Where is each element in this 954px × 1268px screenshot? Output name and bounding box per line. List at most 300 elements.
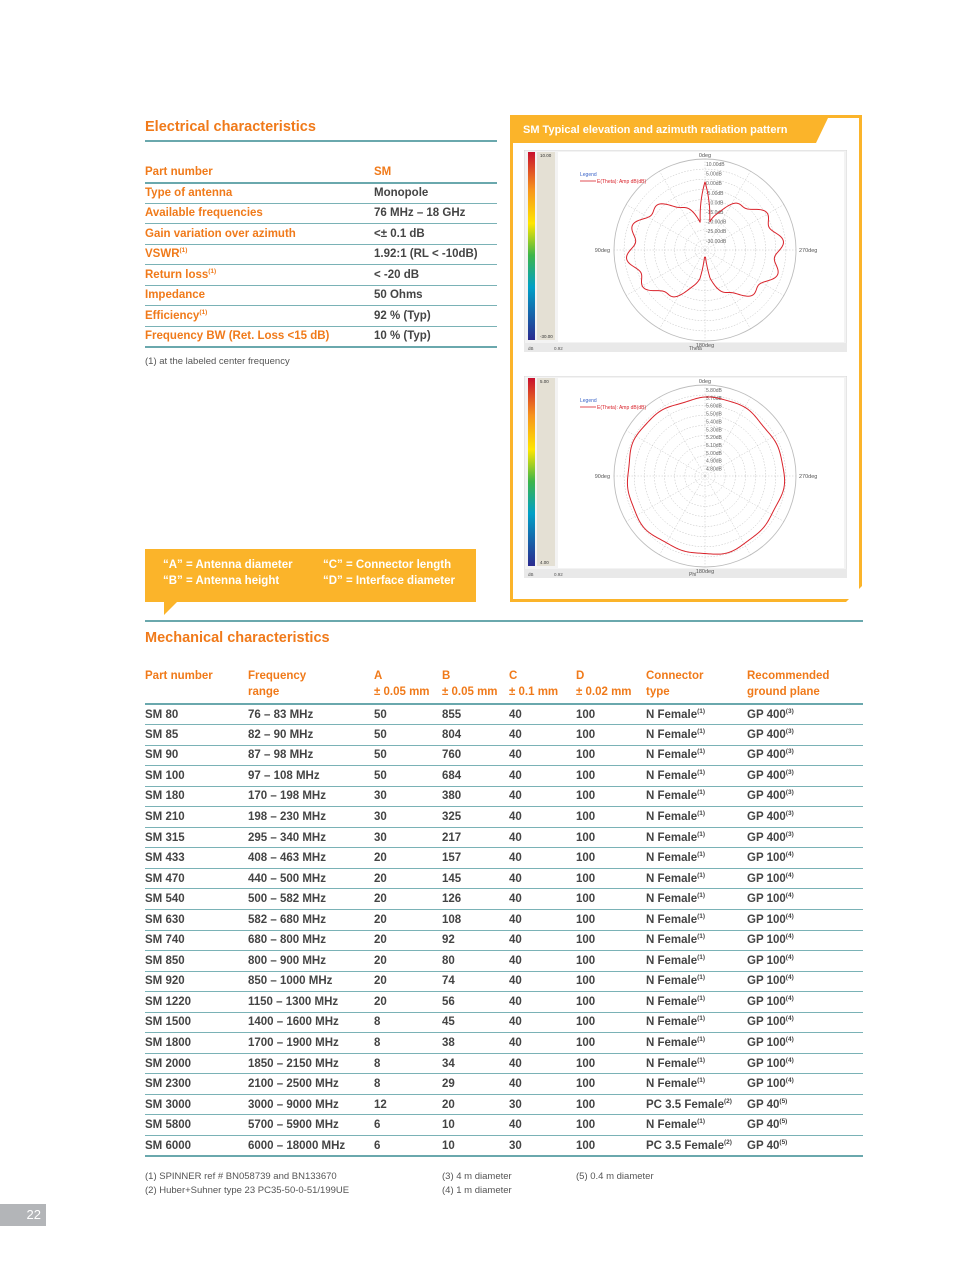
footnote-ref: (1) [697, 974, 706, 982]
color-scale-bar [528, 152, 535, 340]
footnote-ref: (3) [785, 707, 794, 715]
table-cell: 6 [374, 1115, 442, 1136]
table-cell: 100 [576, 1012, 646, 1033]
table-cell: 20 [374, 971, 442, 992]
footnote-ref: (5) [779, 1138, 788, 1146]
mechanical-characteristics [145, 620, 863, 1157]
table-cell: 2100 – 2500 MHz [248, 1074, 374, 1095]
table-cell: 20 [442, 1094, 509, 1115]
cell-text: GP 100 [747, 852, 786, 865]
footnote-ref: (4) [785, 933, 794, 941]
table-row [145, 1033, 863, 1054]
electrical-key-text: Frequency BW (Ret. Loss <15 dB) [145, 330, 330, 342]
table-cell: 100 [576, 848, 646, 869]
ring-label: 4.80dB [706, 466, 722, 473]
column-header-line2: ground plane [747, 686, 820, 698]
cell-text: GP 100 [747, 934, 786, 947]
electrical-row [145, 224, 497, 245]
header-value: SM [374, 162, 497, 183]
table-cell: SM 2300 [145, 1074, 248, 1095]
electrical-row [145, 306, 497, 327]
table-cell [646, 971, 747, 992]
electrical-key-text: Type of antenna [145, 187, 233, 199]
legend-a: “A” = Antenna diameter [163, 559, 293, 571]
table-cell: 8 [374, 1053, 442, 1074]
electrical-key-text: Return loss [145, 268, 209, 281]
footnote-ref: (1) [697, 912, 706, 920]
angle-label-right: 270deg [799, 474, 818, 480]
footnote-ref: (1) [697, 789, 706, 797]
table-cell [646, 1012, 747, 1033]
cell-text: GP 100 [747, 975, 786, 988]
cell-text: GP 100 [747, 913, 786, 926]
electrical-row [145, 285, 497, 306]
cell-text: N Female [646, 1078, 698, 1091]
table-cell [747, 786, 863, 807]
table-cell: 12 [374, 1094, 442, 1115]
ring-label: 5.70dB [706, 395, 722, 402]
table-cell: 20 [374, 951, 442, 972]
table-cell: 50 [374, 745, 442, 766]
cell-text: N Female [646, 995, 698, 1008]
table-cell: 40 [509, 1074, 576, 1095]
table-cell: 760 [442, 745, 509, 766]
cell-text: GP 400 [747, 769, 786, 782]
table-cell [747, 1115, 863, 1136]
table-cell: 40 [509, 745, 576, 766]
angle-label-right: 270deg [799, 248, 818, 254]
pattern-title: SM Typical elevation and azimuth radiation pattern [513, 118, 816, 143]
table-cell: 30 [374, 807, 442, 828]
footnotes-col-1 [145, 1170, 349, 1198]
electrical-table [145, 162, 497, 348]
footnote-ref: (5) [779, 1118, 788, 1126]
table-cell: 100 [576, 1135, 646, 1156]
table-cell [747, 951, 863, 972]
table-cell: 440 – 500 MHz [248, 868, 374, 889]
table-cell: 100 [576, 889, 646, 910]
electrical-header-row [145, 162, 497, 183]
table-cell: SM 180 [145, 786, 248, 807]
footnote-ref: (1) [697, 748, 706, 756]
table-cell [646, 848, 747, 869]
cell-text: GP 40 [747, 1119, 780, 1132]
cell-text: N Female [646, 852, 698, 865]
table-row [145, 1074, 863, 1095]
footnote-3: (3) 4 m diameter [442, 1171, 512, 1182]
angle-label-left: 90deg [594, 474, 610, 480]
table-cell: 20 [374, 889, 442, 910]
footnote-ref: (4) [785, 954, 794, 961]
electrical-key [145, 244, 374, 265]
table-cell [646, 992, 747, 1013]
table-cell [747, 889, 863, 910]
footnote-ref: (1) [199, 308, 208, 316]
table-cell: 30 [509, 1094, 576, 1115]
footer-value: 0.92 [554, 572, 563, 577]
angle-label-bottom: 180deg [695, 343, 715, 349]
table-row [145, 1094, 863, 1115]
column-header-line2: type [646, 686, 670, 698]
table-cell: SM 90 [145, 745, 248, 766]
column-header [747, 668, 863, 704]
table-row [145, 848, 863, 869]
color-scale-panel [537, 378, 555, 566]
table-cell: SM 100 [145, 766, 248, 787]
table-row [145, 807, 863, 828]
table-cell [646, 951, 747, 972]
table-row [145, 1135, 863, 1156]
footer-value: 0.92 [554, 346, 563, 351]
footnotes-col-2 [442, 1170, 512, 1198]
table-cell: 20 [374, 868, 442, 889]
electrical-key-text: Gain variation over azimuth [145, 227, 296, 240]
electrical-value: 76 MHz – 18 GHz [374, 203, 497, 224]
table-cell: 40 [509, 1053, 576, 1074]
ring-label: -20.00dB [706, 219, 727, 226]
table-cell: 680 – 800 MHz [248, 930, 374, 951]
cell-text: N Female [646, 811, 698, 823]
cell-text: N Female [646, 913, 698, 926]
footnote-ref: (2) [723, 1097, 732, 1105]
table-cell [747, 1074, 863, 1095]
cell-text: PC 3.5 Female [646, 1098, 724, 1111]
table-cell [646, 807, 747, 828]
table-cell [646, 766, 747, 787]
table-cell: 100 [576, 704, 646, 725]
table-cell: 100 [576, 909, 646, 930]
mechanical-title: Mechanical characteristics [145, 620, 863, 648]
table-cell [646, 1033, 747, 1054]
color-scale-bar [528, 378, 535, 566]
table-cell: SM 2000 [145, 1053, 248, 1074]
footnote-ref: (3) [785, 830, 794, 838]
table-cell: 56 [442, 992, 509, 1013]
cell-text: GP 400 [747, 811, 786, 823]
ring-label: -25.00dB [706, 229, 727, 236]
section-rule [145, 140, 497, 142]
table-cell: 100 [576, 745, 646, 766]
column-header-line1: Recommended [747, 670, 830, 682]
angle-label-top: 0deg [698, 379, 712, 385]
column-header [145, 668, 248, 704]
scale-min-label: -30.00 [540, 334, 553, 339]
footnote-ref: (5) [779, 1097, 788, 1105]
legend-title: Legend [580, 172, 597, 178]
legend-entry: E(Theta): Amp dB(dB) [597, 405, 647, 411]
ring-label: -15.0dB [706, 210, 724, 217]
table-cell: 92 [442, 930, 509, 951]
cell-text: N Female [646, 790, 698, 803]
electrical-key [145, 285, 374, 306]
table-cell: 20 [374, 992, 442, 1013]
table-cell: 74 [442, 971, 509, 992]
cell-text: GP 100 [747, 995, 786, 1008]
cell-text: N Female [646, 708, 698, 721]
electrical-key [145, 183, 374, 204]
cell-text: GP 100 [747, 954, 786, 967]
table-cell: 100 [576, 951, 646, 972]
electrical-value: 50 Ohms [374, 285, 497, 306]
footnote-ref: (1) [697, 1118, 706, 1126]
table-cell: 100 [576, 930, 646, 951]
footnote-ref: (4) [785, 1015, 794, 1023]
footnote-ref: (4) [785, 871, 794, 879]
footnote-ref: (3) [785, 727, 794, 735]
axis-name: Theta [689, 346, 702, 352]
electrical-row [145, 265, 497, 286]
cell-text: PC 3.5 Female [646, 1139, 724, 1152]
table-cell [747, 1012, 863, 1033]
table-cell: 500 – 582 MHz [248, 889, 374, 910]
electrical-value: <± 0.1 dB [374, 224, 497, 245]
elevation-plot [524, 150, 847, 352]
table-cell: 855 [442, 704, 509, 725]
table-cell: SM 540 [145, 889, 248, 910]
table-cell: 582 – 680 MHz [248, 909, 374, 930]
cell-text: GP 400 [747, 749, 786, 762]
table-cell: SM 850 [145, 951, 248, 972]
table-cell: 380 [442, 786, 509, 807]
footnote-ref: (1) [208, 267, 217, 275]
electrical-row [145, 326, 497, 347]
table-cell [646, 930, 747, 951]
table-cell: SM 740 [145, 930, 248, 951]
legend-c: “C” = Connector length [323, 559, 452, 571]
footnote-ref: (4) [785, 1077, 794, 1085]
cell-text: N Female [646, 975, 698, 988]
table-cell [747, 807, 863, 828]
table-cell: 45 [442, 1012, 509, 1033]
azimuth-pattern-chart [524, 376, 847, 578]
table-cell: 804 [442, 725, 509, 746]
table-cell: 40 [509, 889, 576, 910]
footnote-ref: (1) [179, 247, 188, 255]
footnote-ref: (3) [785, 789, 794, 797]
cell-text: N Female [646, 954, 698, 967]
footnote-ref: (1) [697, 995, 706, 1003]
table-cell: 3000 – 9000 MHz [248, 1094, 374, 1115]
table-cell: 1400 – 1600 MHz [248, 1012, 374, 1033]
electrical-key [145, 306, 374, 327]
table-cell: 97 – 108 MHz [248, 766, 374, 787]
footnote-ref: (3) [785, 810, 794, 818]
column-header [576, 668, 646, 704]
footnote-ref: (1) [697, 1036, 706, 1044]
footnote-ref: (1) [697, 769, 706, 777]
table-cell [747, 745, 863, 766]
table-cell: 20 [374, 848, 442, 869]
table-cell: 100 [576, 1033, 646, 1054]
electrical-key-text: Efficiency [145, 309, 200, 322]
table-cell: 170 – 198 MHz [248, 786, 374, 807]
table-cell: 100 [576, 992, 646, 1013]
footnote-4: (4) 1 m diameter [442, 1185, 512, 1196]
cell-text: N Female [646, 872, 698, 885]
footnote-ref: (1) [697, 851, 706, 859]
electrical-value: Monopole [374, 183, 497, 204]
table-cell: 10 [442, 1115, 509, 1136]
table-cell [646, 745, 747, 766]
footnote-ref: (1) [697, 933, 706, 941]
ring-label: 5.60dB [706, 403, 722, 410]
column-header-line1: A [374, 670, 383, 682]
table-cell: 29 [442, 1074, 509, 1095]
table-cell: 408 – 463 MHz [248, 848, 374, 869]
table-cell: 76 – 83 MHz [248, 704, 374, 725]
cell-text: GP 100 [747, 1078, 786, 1091]
column-header [374, 668, 442, 704]
dimension-legend-callout [145, 549, 476, 602]
table-cell: 40 [509, 766, 576, 787]
table-cell: 34 [442, 1053, 509, 1074]
electrical-note: (1) at the labeled center frequency [145, 355, 290, 367]
cell-text: N Female [646, 769, 698, 782]
table-cell: 1850 – 2150 MHz [248, 1053, 374, 1074]
table-cell: 40 [509, 1115, 576, 1136]
table-cell: SM 315 [145, 827, 248, 848]
table-cell: 1700 – 1900 MHz [248, 1033, 374, 1054]
table-row [145, 1012, 863, 1033]
cell-text: GP 40 [747, 1098, 780, 1111]
table-cell: SM 1500 [145, 1012, 248, 1033]
table-cell: 40 [509, 725, 576, 746]
angle-label-top: 0deg [698, 153, 712, 159]
column-header [646, 668, 747, 704]
table-cell [747, 827, 863, 848]
table-cell: 100 [576, 868, 646, 889]
table-row [145, 909, 863, 930]
ring-label: 4.90dB [706, 458, 722, 465]
cell-text: N Female [646, 749, 698, 762]
table-cell [747, 971, 863, 992]
table-cell [646, 1074, 747, 1095]
table-row [145, 971, 863, 992]
azimuth-plot [524, 376, 847, 578]
callout-pointer [164, 601, 178, 615]
electrical-row [145, 244, 497, 265]
ring-label: 5.10dB [706, 443, 722, 450]
table-row [145, 725, 863, 746]
ring-label: 5.80dB [706, 388, 722, 394]
cell-text: GP 100 [747, 872, 786, 885]
ring-label: -10.0dB [706, 200, 724, 207]
table-cell [646, 889, 747, 910]
table-cell [747, 868, 863, 889]
footnote-2: (2) Huber+Suhner type 23 PC35-50-0-51/199UE [145, 1185, 350, 1196]
table-cell: 100 [576, 725, 646, 746]
table-cell: 100 [576, 1053, 646, 1074]
table-cell: 38 [442, 1033, 509, 1054]
table-cell: 50 [374, 766, 442, 787]
table-cell: SM 1800 [145, 1033, 248, 1054]
cell-text: GP 100 [747, 1057, 786, 1070]
legend-title: Legend [580, 398, 597, 404]
cell-text: GP 400 [747, 728, 786, 741]
table-cell: 30 [509, 1135, 576, 1156]
ring-label: -5.00dB [706, 190, 724, 197]
table-cell: 50 [374, 725, 442, 746]
electrical-title: Electrical characteristics [145, 119, 316, 135]
ring-label: 5.50dB [706, 411, 722, 418]
footnote-ref: (4) [785, 974, 794, 982]
table-cell [747, 909, 863, 930]
axis-name: Phi [689, 572, 697, 578]
legend-b: “B” = Antenna height [163, 575, 280, 587]
footnote-ref: (1) [697, 727, 706, 735]
table-cell: 6 [374, 1135, 442, 1156]
table-cell: 40 [509, 1033, 576, 1054]
cell-text: GP 100 [747, 1016, 786, 1029]
table-row [145, 1115, 863, 1136]
table-cell: 126 [442, 889, 509, 910]
electrical-key [145, 326, 374, 347]
table-cell [747, 1033, 863, 1054]
table-cell: 6000 – 18000 MHz [248, 1135, 374, 1156]
footnote-ref: (4) [785, 995, 794, 1003]
footer-unit: dB [528, 346, 534, 351]
table-cell: 40 [509, 971, 576, 992]
table-cell: 5700 – 5900 MHz [248, 1115, 374, 1136]
table-cell: 30 [374, 827, 442, 848]
footnote-ref: (1) [697, 707, 706, 715]
pattern-title-notch [816, 118, 828, 143]
footnotes-col-3 [576, 1170, 654, 1184]
table-cell: 850 – 1000 MHz [248, 971, 374, 992]
column-header-line2: ± 0.05 mm [442, 686, 498, 698]
electrical-key-text: Impedance [145, 289, 206, 302]
table-cell: 50 [374, 704, 442, 725]
cell-text: N Female [646, 728, 698, 741]
table-cell: SM 210 [145, 807, 248, 828]
electrical-value: 92 % (Typ) [374, 306, 497, 327]
table-cell: 8 [374, 1074, 442, 1095]
table-cell: 684 [442, 766, 509, 787]
footnote-5: (5) 0.4 m diameter [576, 1171, 654, 1182]
table-cell: 295 – 340 MHz [248, 827, 374, 848]
column-header-line1: D [576, 670, 585, 682]
angle-label-bottom: 180deg [695, 569, 715, 575]
column-header-line2: range [248, 686, 280, 698]
footer-unit: dB [528, 572, 534, 577]
cell-text: GP 400 [747, 708, 786, 721]
table-cell [747, 1053, 863, 1074]
legend-d: “D” = Interface diameter [323, 575, 455, 587]
electrical-key [145, 265, 374, 286]
footnote-ref: (1) [697, 810, 706, 818]
table-row [145, 889, 863, 910]
table-cell [646, 704, 747, 725]
mechanical-header-row [145, 668, 863, 704]
table-cell [747, 725, 863, 746]
electrical-value: 10 % (Typ) [374, 326, 497, 347]
table-cell: 108 [442, 909, 509, 930]
electrical-key [145, 224, 374, 245]
table-cell [747, 766, 863, 787]
electrical-value: 1.92:1 (RL < -10dB) [374, 244, 497, 265]
cell-text: GP 400 [747, 790, 786, 803]
table-cell: 40 [509, 992, 576, 1013]
table-row [145, 868, 863, 889]
table-row [145, 1053, 863, 1074]
column-header-line2: ± 0.1 mm [509, 686, 559, 698]
panel-corner [846, 586, 862, 602]
electrical-key-text: Available frequencies [145, 207, 263, 220]
plot-footer [524, 569, 847, 578]
cell-text: N Female [646, 1057, 698, 1070]
footnote-ref: (1) [697, 1077, 706, 1085]
table-cell [646, 1053, 747, 1074]
